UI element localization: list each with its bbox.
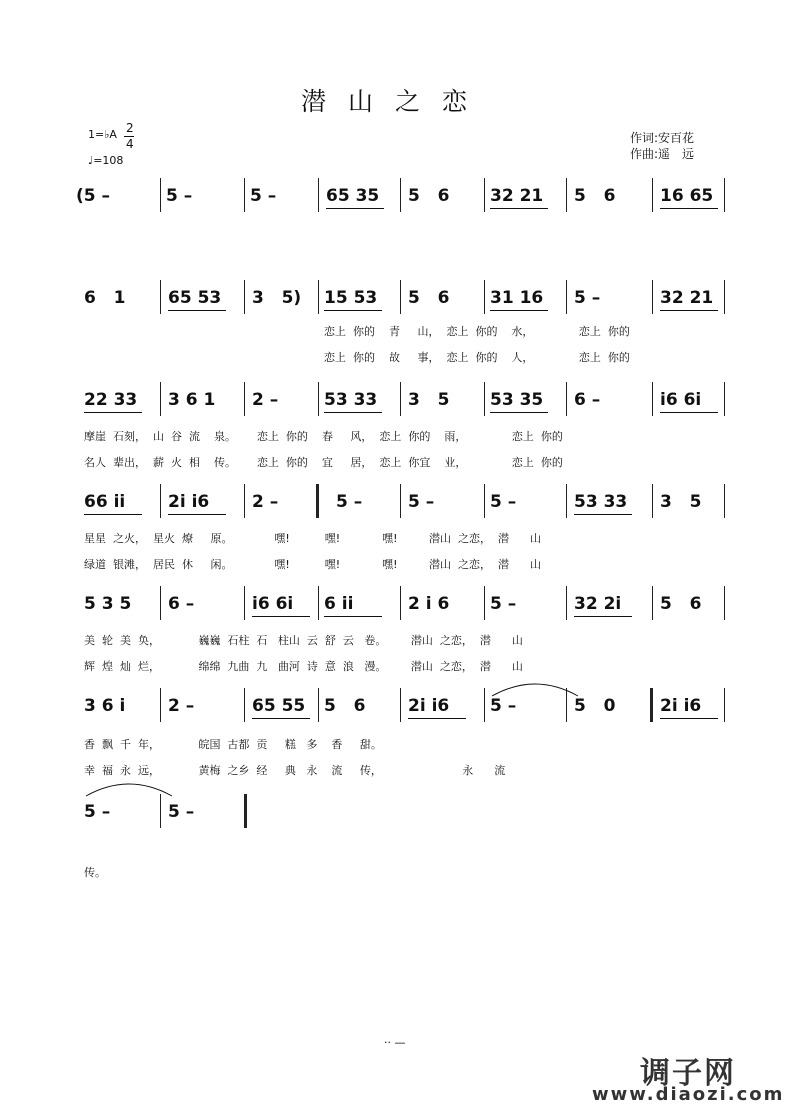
measure-notes: 3 5) xyxy=(252,288,302,308)
lyric-line: 幸 福 永 远， 黄梅 之乡 经 典 永 流 传， 永 流 xyxy=(84,764,506,777)
tie-slur xyxy=(84,778,174,798)
time-signature-top: 2 xyxy=(126,121,134,135)
measure-notes: 32 21 xyxy=(660,288,714,308)
bar-line xyxy=(566,382,567,416)
measure-notes: 5 0 xyxy=(574,696,616,716)
measure-notes: 6 1 xyxy=(84,288,126,308)
measure-notes: 5 3 5 xyxy=(84,594,132,614)
beam-underline xyxy=(324,616,382,617)
bar-line xyxy=(160,484,161,518)
measure-notes: 2 – xyxy=(168,696,195,716)
measure-notes: 53 33 xyxy=(574,492,628,512)
bar-line xyxy=(566,280,567,314)
bar-line xyxy=(244,178,245,212)
bar-line xyxy=(244,484,245,518)
lyricist-credit: 作词:安百花 xyxy=(630,131,695,145)
beam-underline xyxy=(324,310,382,311)
bar-line xyxy=(318,280,319,314)
bar-line xyxy=(652,280,653,314)
lyric-line: 美 轮 美 奂， 巍巍 石柱 石 柱山 云 舒 云 卷。 潜山 之恋， 潜 山 xyxy=(84,634,523,647)
bar-line xyxy=(244,280,245,314)
watermark-logo: 调子网 xyxy=(640,1056,736,1091)
bar-line xyxy=(160,586,161,620)
lyric-line: 恋上 你的 青 山， 恋上 你的 水， 恋上 你的 xyxy=(324,325,630,338)
beam-underline xyxy=(574,616,632,617)
bar-line xyxy=(400,586,401,620)
measure-notes: 5 6 xyxy=(324,696,366,716)
measure-notes: 65 53 xyxy=(168,288,222,308)
bar-line xyxy=(566,178,567,212)
bar-line xyxy=(652,586,653,620)
lyric-line: 恋上 你的 故 事， 恋上 你的 人， 恋上 你的 xyxy=(324,351,630,364)
lyric-line: 传。 xyxy=(84,866,106,879)
repeat-bar xyxy=(316,484,319,518)
measure-notes: 32 2i xyxy=(574,594,622,614)
beam-underline xyxy=(84,412,142,413)
measure-notes: 5 – xyxy=(490,696,517,716)
measure-notes: 2 – xyxy=(252,390,279,410)
lyric-line: 摩崖 石刻， 山 谷 流 泉。 恋上 你的 春 风， 恋上 你的 雨， 恋上 你的 xyxy=(84,430,563,443)
measure-notes: 5 – xyxy=(490,492,517,512)
beam-underline xyxy=(660,412,718,413)
beam-underline xyxy=(660,208,718,209)
bar-line xyxy=(244,794,247,828)
beam-underline xyxy=(252,718,310,719)
bar-line xyxy=(318,178,319,212)
measure-notes: 3 6 1 xyxy=(168,390,216,410)
measure-notes: 5 – xyxy=(490,594,517,614)
lyric-line: 香 飘 千 年， 皖国 古都 贡 糕 多 香 甜。 xyxy=(84,738,382,751)
measure-notes: 6 – xyxy=(168,594,195,614)
bar-line xyxy=(566,586,567,620)
measure-notes: 3 5 xyxy=(408,390,450,410)
measure-notes: (5 – xyxy=(76,186,111,206)
measure-notes: 5 – xyxy=(84,802,111,822)
measure-notes: 5 6 xyxy=(660,594,702,614)
tie-slur xyxy=(490,678,580,698)
measure-notes: 5 6 xyxy=(574,186,616,206)
beam-underline xyxy=(84,514,142,515)
bar-line xyxy=(724,688,725,722)
lyric-line: 绿道 银滩， 居民 休 闲。 嘿! 嘿! 嘿! 潜山 之恋， 潜 山 xyxy=(84,558,542,571)
bar-line xyxy=(160,280,161,314)
beam-underline xyxy=(660,718,718,719)
bar-line xyxy=(400,382,401,416)
measure-notes: 31 16 xyxy=(490,288,544,308)
measure-notes: 6 – xyxy=(574,390,601,410)
bar-line xyxy=(724,484,725,518)
bar-line xyxy=(724,280,725,314)
bar-line xyxy=(484,484,485,518)
measure-notes: 5 – xyxy=(166,186,193,206)
watermark-url: www.diaozi.com xyxy=(592,1084,785,1105)
bar-line xyxy=(484,178,485,212)
measure-notes: 65 35 xyxy=(326,186,380,206)
measure-notes: 22 33 xyxy=(84,390,138,410)
measure-notes: 3 6 i xyxy=(84,696,126,716)
measure-notes: 16 65 xyxy=(660,186,714,206)
tempo-marking: ♩=108 xyxy=(88,154,124,167)
measure-notes: 2 – xyxy=(252,492,279,512)
measure-notes: i6 6i xyxy=(660,390,702,410)
bar-line xyxy=(724,586,725,620)
measure-notes: 5 – xyxy=(336,492,363,512)
bar-line xyxy=(160,382,161,416)
bar-line xyxy=(400,178,401,212)
time-signature-line xyxy=(124,136,134,137)
measure-notes: 53 33 xyxy=(324,390,378,410)
measure-notes: 6 ii xyxy=(324,594,354,614)
measure-notes: 66 ii xyxy=(84,492,126,512)
measure-notes: 2 i 6 xyxy=(408,594,450,614)
beam-underline xyxy=(326,208,384,209)
bar-line xyxy=(318,586,319,620)
bar-line xyxy=(244,688,245,722)
bar-line xyxy=(318,382,319,416)
bar-line xyxy=(318,688,319,722)
bar-line xyxy=(400,280,401,314)
bar-line xyxy=(652,382,653,416)
time-signature-bottom: 4 xyxy=(126,137,134,151)
lyric-line: 辉 煌 灿 烂， 绵绵 九曲 九 曲河 诗 意 浪 漫。 潜山 之恋， 潜 山 xyxy=(84,660,523,673)
measure-notes: 5 6 xyxy=(408,288,450,308)
key-signature: 1=♭A xyxy=(88,128,117,141)
beam-underline xyxy=(324,412,382,413)
bar-line xyxy=(244,586,245,620)
lyric-line: 星星 之火， 星火 燎 原。 嘿! 嘿! 嘿! 潜山 之恋， 潜 山 xyxy=(84,532,542,545)
measure-notes: 2i i6 xyxy=(168,492,210,512)
beam-underline xyxy=(252,616,310,617)
bar-line xyxy=(652,178,653,212)
measure-notes: 2i i6 xyxy=(408,696,450,716)
bar-line xyxy=(484,382,485,416)
measure-notes: 65 55 xyxy=(252,696,306,716)
beam-underline xyxy=(168,310,226,311)
page-mark: ·· — xyxy=(384,1036,406,1049)
bar-line xyxy=(244,382,245,416)
bar-line xyxy=(400,688,401,722)
bar-line xyxy=(160,794,161,828)
measure-notes: 5 – xyxy=(168,802,195,822)
bar-line xyxy=(566,484,567,518)
bar-line xyxy=(652,484,653,518)
measure-notes: 5 – xyxy=(250,186,277,206)
bar-line xyxy=(160,178,161,212)
beam-underline xyxy=(490,412,548,413)
lyric-line: 名人 辈出， 薪 火 相 传。 恋上 你的 宜 居， 恋上 你宜 业， 恋上 你的 xyxy=(84,456,563,469)
measure-notes: 2i i6 xyxy=(660,696,702,716)
composer-credit: 作曲:遥 远 xyxy=(630,147,695,161)
bar-line xyxy=(160,688,161,722)
page-title: 潜山之恋 xyxy=(300,87,489,116)
beam-underline xyxy=(408,718,466,719)
measure-notes: 15 53 xyxy=(324,288,378,308)
bar-line xyxy=(400,484,401,518)
bar-line xyxy=(484,586,485,620)
beam-underline xyxy=(660,310,718,311)
beam-underline xyxy=(490,208,548,209)
repeat-bar xyxy=(650,688,653,722)
beam-underline xyxy=(168,514,226,515)
measure-notes: 5 6 xyxy=(408,186,450,206)
bar-line xyxy=(484,280,485,314)
bar-line xyxy=(724,382,725,416)
measure-notes: 5 – xyxy=(408,492,435,512)
bar-line xyxy=(724,178,725,212)
measure-notes: 32 21 xyxy=(490,186,544,206)
measure-notes: 5 – xyxy=(574,288,601,308)
measure-notes: i6 6i xyxy=(252,594,294,614)
measure-notes: 53 35 xyxy=(490,390,544,410)
measure-notes: 3 5 xyxy=(660,492,702,512)
bar-line xyxy=(484,688,485,722)
beam-underline xyxy=(490,310,548,311)
beam-underline xyxy=(574,514,632,515)
